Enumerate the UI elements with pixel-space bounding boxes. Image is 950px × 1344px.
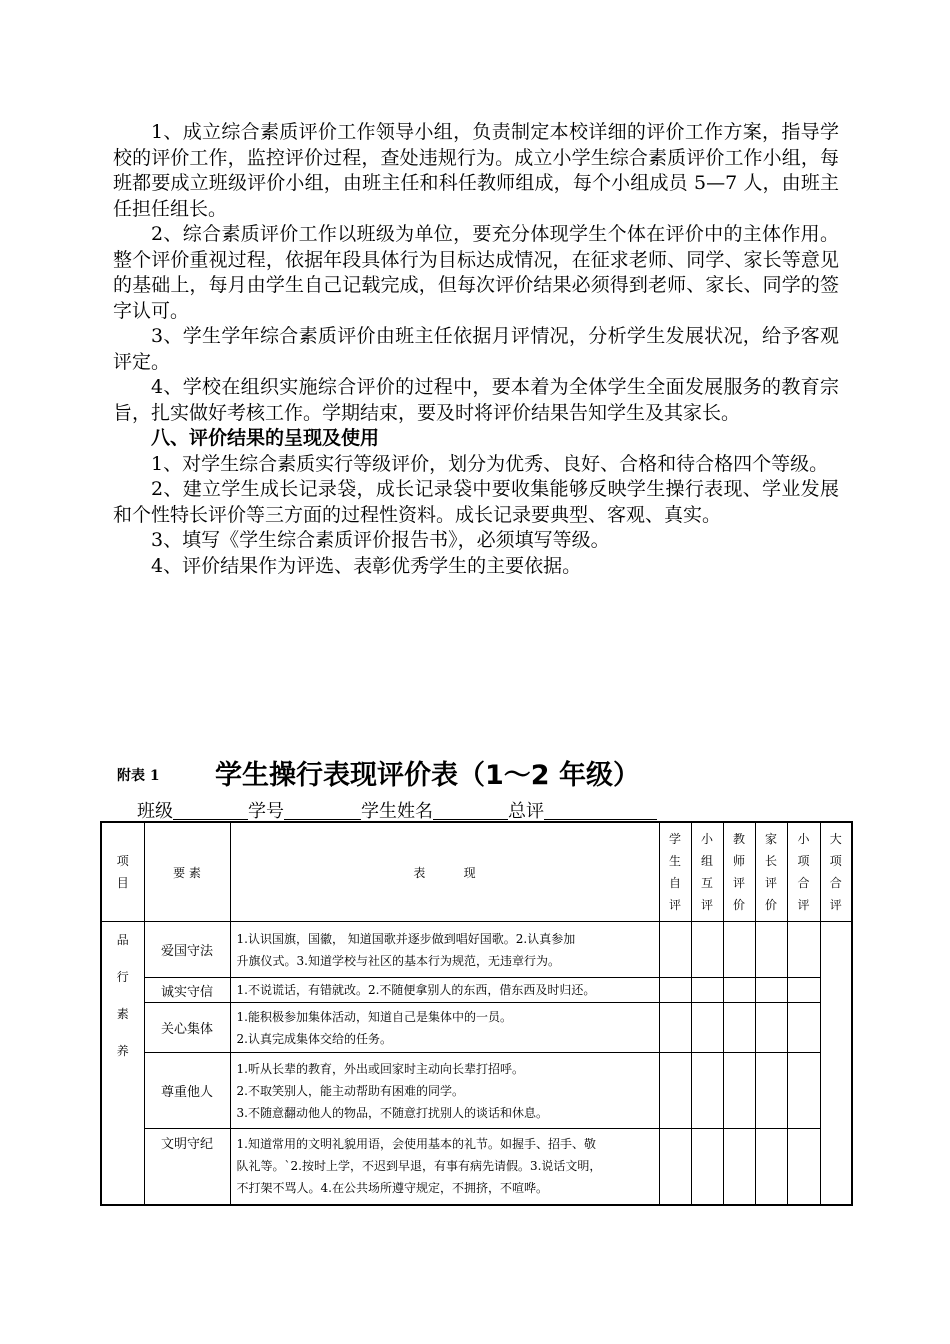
- score-cell[interactable]: [691, 1053, 723, 1129]
- score-cell[interactable]: [691, 978, 723, 1003]
- score-cell[interactable]: [659, 1129, 691, 1205]
- table-row: [101, 1129, 852, 1205]
- paragraph-1: 1、成立综合素质评价工作领导小组，负责制定本校详细的评价工作方案，指导学校的评价工作，监控评价过程，查处违规行为。成立小学生综合素质评价工作小组，每班都要成立班级评价小组，由班主任和科任教师组成，每个小组成员 5—7 人，由班主任担任组长。: [113, 121, 839, 220]
- element-cell: 文明守纪: [144, 1129, 230, 1205]
- class-field[interactable]: [173, 799, 248, 820]
- score-cell[interactable]: [659, 978, 691, 1003]
- paragraph-8: 4、评价结果作为评选、表彰优秀学生的主要依据。: [151, 554, 582, 577]
- paragraph-3: 3、学生学年综合素质评价由班主任依据月评情况，分析学生发展状况，给予客观评定。: [113, 325, 839, 373]
- header-subitem-total: 小 项 合 评: [787, 822, 820, 922]
- body-text: [113, 120, 839, 579]
- student-name-field[interactable]: [433, 799, 508, 820]
- element-cell: 诚实守信: [144, 978, 230, 1003]
- score-cell[interactable]: [755, 1053, 787, 1129]
- score-cell[interactable]: [755, 1129, 787, 1205]
- score-cell[interactable]: [723, 1003, 755, 1053]
- performance-cell: 1.听从长辈的教育，外出或回家时主动向长辈打招呼。 2.不取笑别人，能主动帮助有困难的同学。 3.不随意翻动他人的物品，不随意打扰别人的谈话和休息。: [230, 1053, 659, 1129]
- form-title: 学生操行表现评价表（1～2 年级）: [215, 760, 640, 791]
- element-cell: 尊重他人: [144, 1053, 230, 1129]
- header-parent-eval: 家 长 评 价: [755, 822, 787, 922]
- table-row: [101, 1003, 852, 1053]
- table-row: [101, 978, 852, 1003]
- section-heading: 八、评价结果的呈现及使用: [151, 427, 380, 449]
- paragraph-7: 3、填写《学生综合素质评价报告书》，必须填写等级。: [151, 529, 610, 551]
- major-score-cell[interactable]: [820, 922, 852, 1205]
- student-info-line: [137, 797, 657, 823]
- overall-field[interactable]: [544, 799, 657, 820]
- paragraph-4: 4、学校在组织实施综合评价的过程中，要本着为全体学生全面发展服务的教育宗旨，扎实做好考核工作。学期结束，要及时将评价结果告知学生及其家长。: [113, 376, 839, 424]
- header-item: 项 目: [101, 822, 144, 922]
- score-cell[interactable]: [755, 922, 787, 978]
- performance-cell: 1.知道常用的文明礼貌用语，会使用基本的礼节。如握手、招手、敬 队礼等。`2.按时上学，不迟到早退，有事有病先请假。3.说话文明， 不打架不骂人。4.在公共场所遵守规定，不拥挤，不喧哗。: [230, 1129, 659, 1205]
- score-cell[interactable]: [723, 1129, 755, 1205]
- element-cell: 爱国守法: [144, 922, 230, 978]
- score-cell[interactable]: [659, 1053, 691, 1129]
- table-row: [101, 1053, 852, 1129]
- header-majoritem-total: 大 项 合 评: [820, 822, 852, 922]
- paragraph-2: 2、综合素质评价工作以班级为单位，要充分体现学生个体在评价中的主体作用。整个评价重视过程，依据年段具体行为目标达成情况，在征求老师、同学、家长等意见的基础上，每月由学生自己记载完成，但每次评价结果必须得到老师、家长、同学的签字认可。: [113, 223, 839, 322]
- header-performance: 表 现: [230, 822, 659, 922]
- header-student-self-eval: 学 生 自 评: [659, 822, 691, 922]
- score-cell[interactable]: [723, 1053, 755, 1129]
- header-group-peer-eval: 小 组 互 评: [691, 822, 723, 922]
- score-cell[interactable]: [691, 922, 723, 978]
- class-label: 班级: [137, 801, 173, 822]
- header-teacher-eval: 教 师 评 价: [723, 822, 755, 922]
- score-cell[interactable]: [723, 922, 755, 978]
- category-cell: 品 行 素 养: [101, 922, 144, 1205]
- table-row: [101, 922, 852, 978]
- score-cell[interactable]: [787, 1129, 820, 1205]
- evaluation-table: [100, 821, 853, 1206]
- score-cell[interactable]: [659, 922, 691, 978]
- header-element: 要 素: [144, 822, 230, 922]
- overall-label: 总评: [508, 801, 544, 822]
- paragraph-5: 1、对学生综合素质实行等级评价，划分为优秀、良好、合格和待合格四个等级。: [151, 452, 829, 475]
- performance-cell: 1.不说谎话，有错就改。2.不随便拿别人的东西，借东西及时归还。: [230, 978, 659, 1003]
- score-cell[interactable]: [691, 1129, 723, 1205]
- appendix-label: 附表 1: [117, 768, 160, 784]
- score-cell[interactable]: [787, 978, 820, 1003]
- header-row: [101, 822, 852, 922]
- score-cell[interactable]: [787, 1053, 820, 1129]
- student-no-field[interactable]: [284, 799, 361, 820]
- student-no-label: 学号: [248, 801, 284, 822]
- score-cell[interactable]: [659, 1003, 691, 1053]
- score-cell[interactable]: [787, 1003, 820, 1053]
- student-name-label: 学生姓名: [361, 801, 433, 822]
- score-cell[interactable]: [691, 1003, 723, 1053]
- performance-cell: 1.认识国旗，国徽， 知道国歌并逐步做到唱好国歌。2.认真参加 升旗仪式。3.知道学校与社区的基本行为规范，无违章行为。: [230, 922, 659, 978]
- score-cell[interactable]: [787, 922, 820, 978]
- score-cell[interactable]: [755, 1003, 787, 1053]
- performance-cell: 1.能积极参加集体活动，知道自己是集体中的一员。 2.认真完成集体交给的任务。: [230, 1003, 659, 1053]
- paragraph-6: 2、建立学生成长记录袋，成长记录袋中要收集能够反映学生操行表现、学业发展和个性特长评价等三方面的过程性资料。成长记录要典型、客观、真实。: [113, 478, 839, 526]
- element-cell: 关心集体: [144, 1003, 230, 1053]
- score-cell[interactable]: [755, 978, 787, 1003]
- score-cell[interactable]: [723, 978, 755, 1003]
